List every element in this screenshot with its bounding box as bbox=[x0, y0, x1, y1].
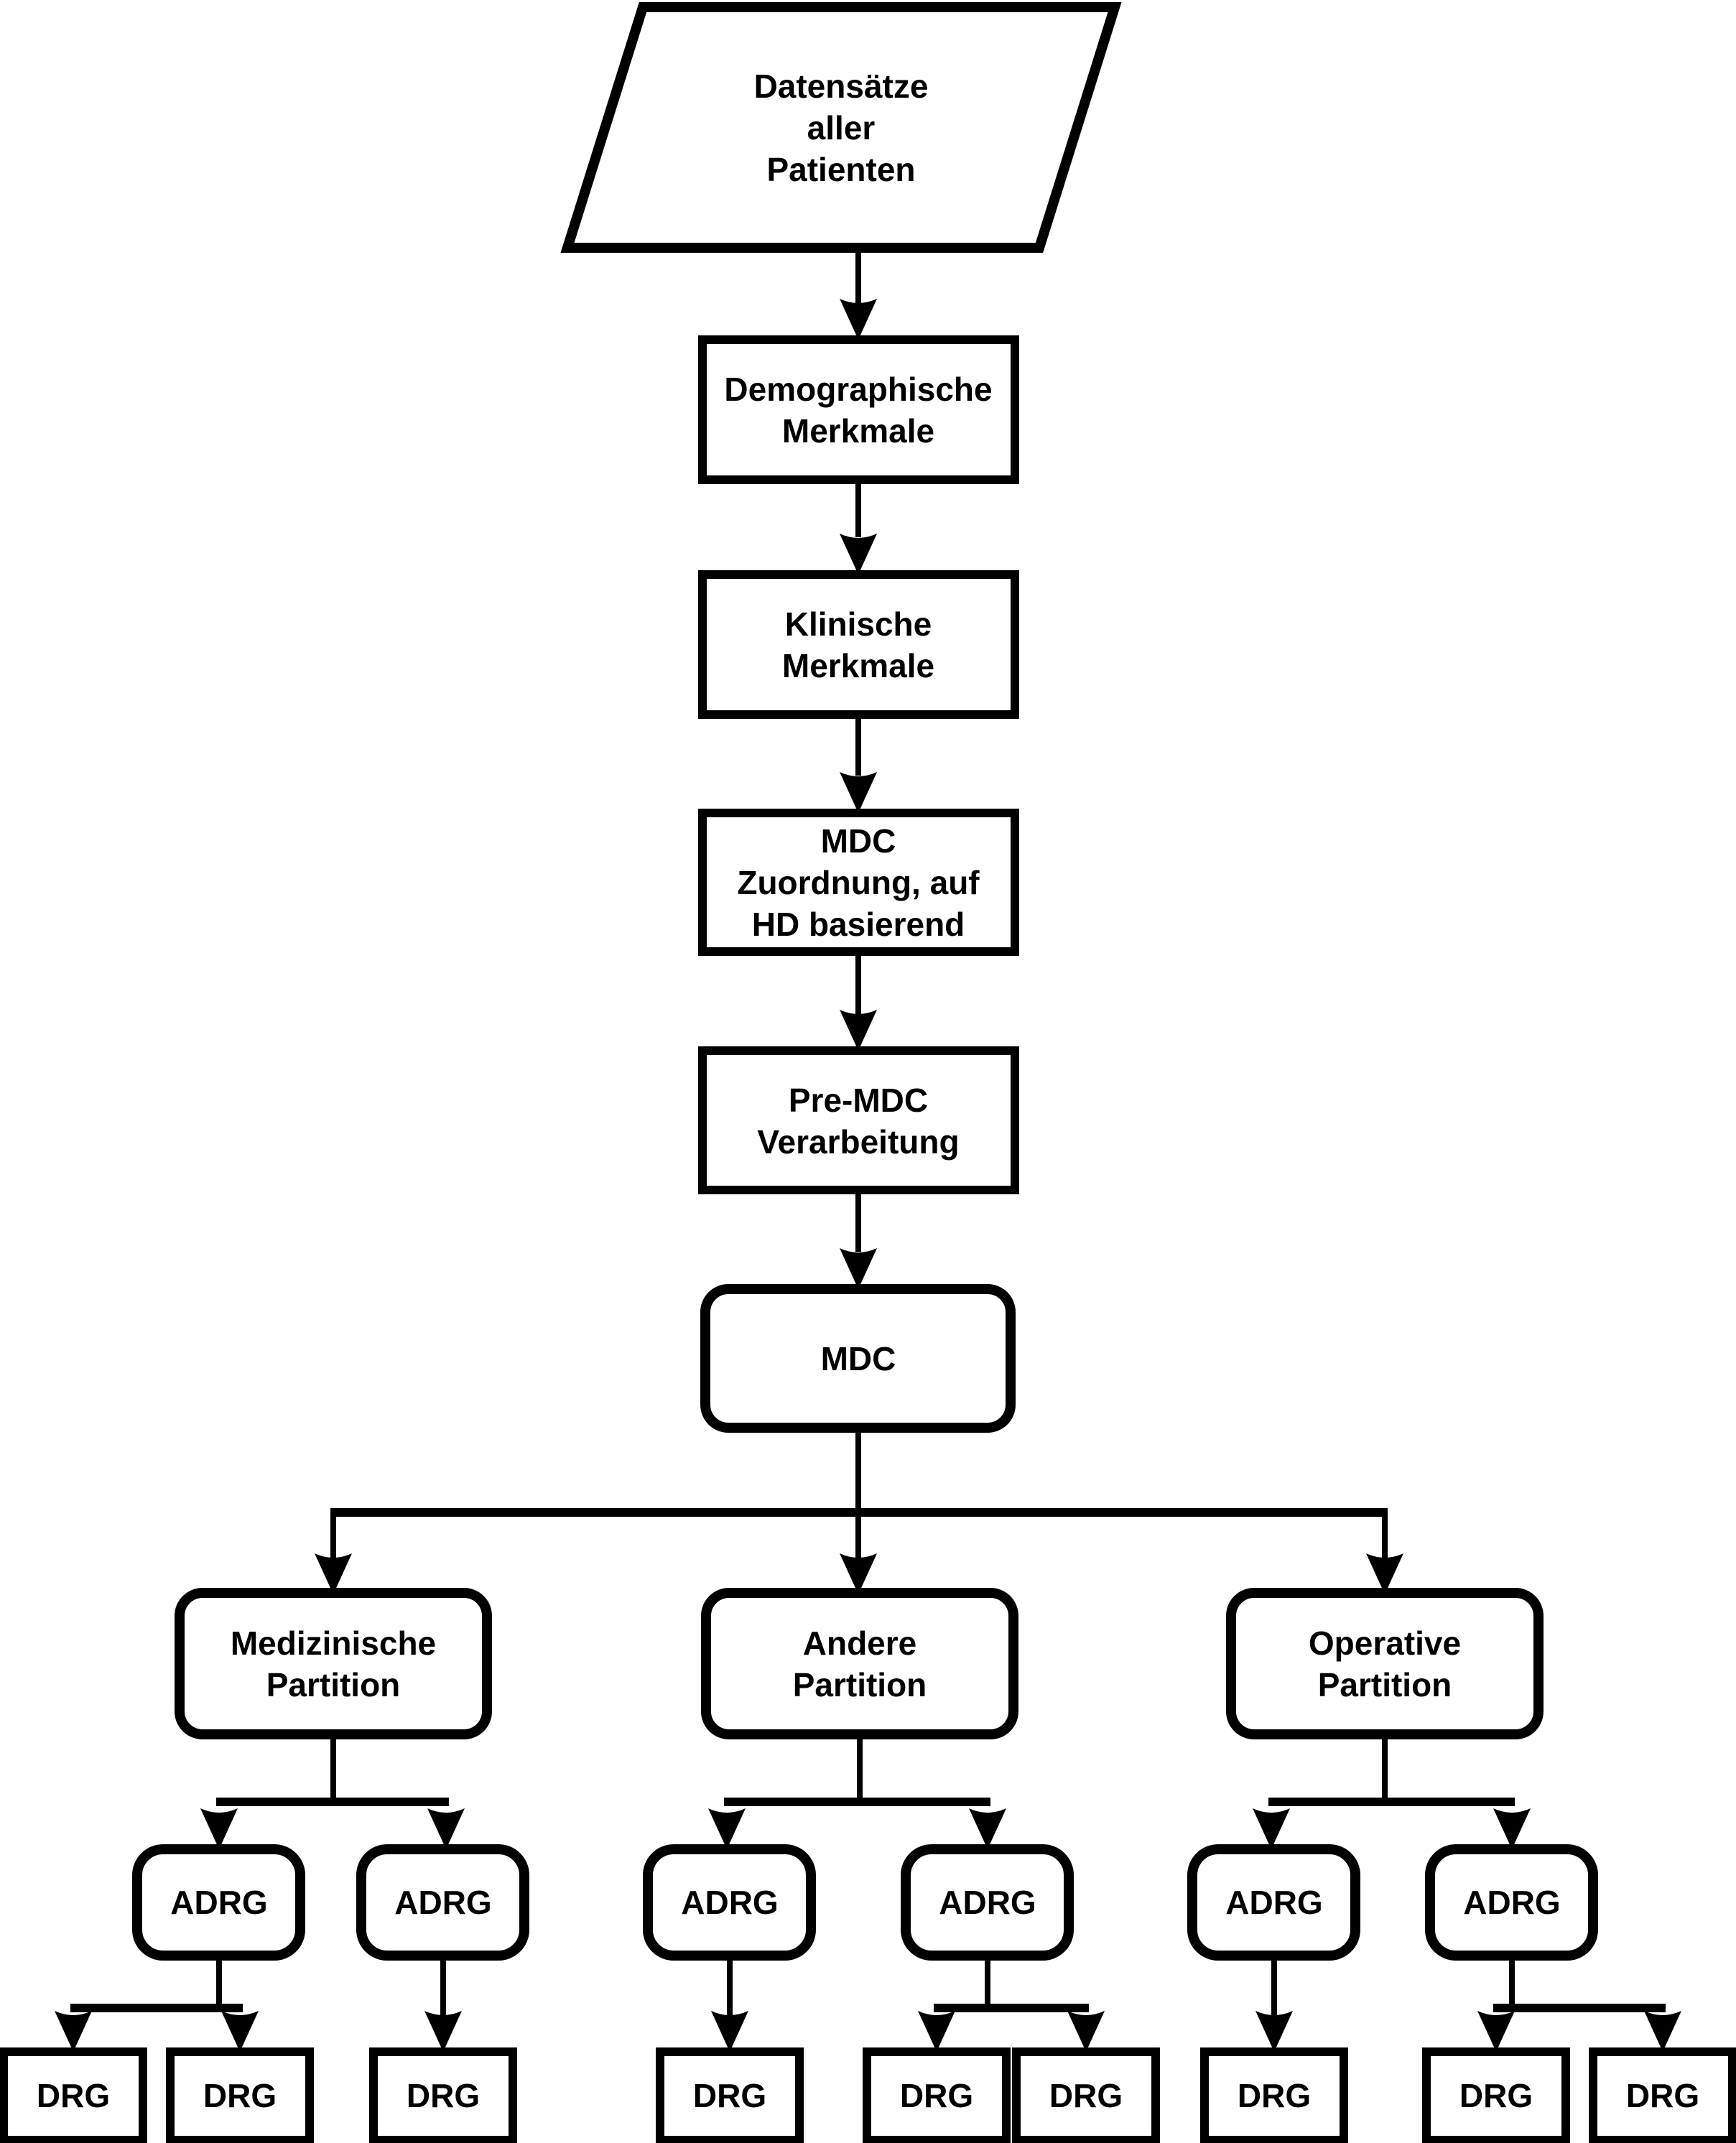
adrg-2-label: ADRG bbox=[394, 1884, 492, 1921]
arrowhead-drg9 bbox=[1644, 2011, 1681, 2052]
partition-andere-label-line1: Andere bbox=[802, 1624, 917, 1662]
node-drg-9 bbox=[1593, 2052, 1732, 2140]
adrg-6-label: ADRG bbox=[1463, 1884, 1561, 1921]
arrowhead-adrg6 bbox=[1493, 1808, 1531, 1849]
node-drg-3 bbox=[373, 2052, 513, 2140]
arrowhead-adrg2 bbox=[427, 1808, 465, 1849]
node-adrg-5 bbox=[1192, 1849, 1355, 1956]
demographische-label-line2: Merkmale bbox=[781, 412, 935, 450]
arrowhead-adrg1 bbox=[200, 1808, 238, 1849]
node-drg-6 bbox=[1016, 2052, 1156, 2140]
klinische-shape bbox=[702, 575, 1015, 715]
demographische-shape bbox=[702, 340, 1015, 480]
arrowhead-premdc bbox=[840, 1010, 877, 1051]
node-datensaetze bbox=[567, 7, 1115, 248]
drg-1-label: DRG bbox=[36, 2077, 111, 2114]
node-pre-mdc bbox=[702, 1051, 1015, 1190]
partition-andere-shape bbox=[706, 1593, 1013, 1734]
mdc-zuordnung-label-line2: Zuordnung, auf bbox=[737, 864, 980, 901]
node-adrg-6 bbox=[1430, 1849, 1593, 1956]
klinische-label-line2: Merkmale bbox=[781, 647, 935, 684]
adrg-5-label: ADRG bbox=[1225, 1884, 1323, 1921]
node-adrg-3 bbox=[648, 1849, 811, 1956]
node-drg-7 bbox=[1204, 2052, 1344, 2140]
drg-5-label: DRG bbox=[899, 2077, 974, 2114]
mdc-zuordnung-label-line3: HD basierend bbox=[751, 906, 965, 943]
drg-3-label: DRG bbox=[406, 2077, 481, 2114]
drg-6-label: DRG bbox=[1049, 2077, 1123, 2114]
adrg-1-label: ADRG bbox=[170, 1884, 268, 1921]
arrowhead-mdc bbox=[840, 1248, 877, 1289]
node-klinische-merkmale bbox=[702, 575, 1015, 715]
adrg-4-label: ADRG bbox=[939, 1884, 1036, 1921]
node-drg-1 bbox=[4, 2052, 143, 2140]
node-adrg-4 bbox=[906, 1849, 1069, 1956]
arrowhead-drg3 bbox=[424, 2011, 462, 2052]
adrg-3-label: ADRG bbox=[681, 1884, 779, 1921]
partition-andere-label-line2: Partition bbox=[792, 1666, 927, 1703]
drg-2-label: DRG bbox=[203, 2077, 277, 2114]
node-drg-4 bbox=[660, 2052, 799, 2140]
node-mdc bbox=[705, 1289, 1011, 1428]
partition-operative-label-line2: Partition bbox=[1317, 1666, 1452, 1703]
node-drg-8 bbox=[1426, 2052, 1566, 2140]
arrowhead-demographische bbox=[840, 299, 877, 340]
partition-medizinische-label-line1: Medizinische bbox=[230, 1624, 437, 1662]
partition-medizinische-label-line2: Partition bbox=[266, 1666, 401, 1703]
arrowhead-drg8 bbox=[1477, 2011, 1515, 2052]
arrowhead-drg2 bbox=[221, 2011, 259, 2052]
pre-mdc-label-line1: Pre-MDC bbox=[788, 1082, 929, 1119]
klinische-label-line1: Klinische bbox=[784, 605, 932, 643]
arrowhead-klinische bbox=[840, 534, 877, 575]
arrowhead-adrg4 bbox=[969, 1808, 1006, 1849]
arrowhead-drg5 bbox=[918, 2011, 955, 2052]
mdc-zuordnung-label-line1: MDC bbox=[820, 822, 896, 860]
pre-mdc-label-line2: Verarbeitung bbox=[757, 1123, 960, 1161]
datensaetze-label-line2: aller bbox=[807, 109, 876, 147]
partition-medizinische-shape bbox=[180, 1593, 487, 1734]
arrowhead-drg7 bbox=[1255, 2011, 1293, 2052]
arrowhead-adrg3 bbox=[708, 1808, 746, 1849]
drg-4-label: DRG bbox=[692, 2077, 767, 2114]
node-partition-andere bbox=[706, 1593, 1013, 1734]
demographische-label-line1: Demographische bbox=[724, 371, 993, 408]
node-partition-operative bbox=[1231, 1593, 1538, 1734]
arrowhead-adrg5 bbox=[1253, 1808, 1290, 1849]
node-drg-5 bbox=[867, 2052, 1006, 2140]
node-drg-2 bbox=[170, 2052, 310, 2140]
arrowhead-drg4 bbox=[711, 2011, 748, 2052]
drg-9-label: DRG bbox=[1625, 2077, 1700, 2114]
datensaetze-label-line3: Patienten bbox=[766, 151, 916, 188]
mdc-label: MDC bbox=[820, 1340, 896, 1377]
arrowhead-drg1 bbox=[55, 2011, 92, 2052]
node-partition-medizinische bbox=[180, 1593, 487, 1734]
arrowhead-mdczuordnung bbox=[840, 772, 877, 813]
partition-operative-shape bbox=[1231, 1593, 1538, 1734]
node-adrg-1 bbox=[137, 1849, 300, 1956]
node-adrg-2 bbox=[361, 1849, 524, 1956]
node-mdc-zuordnung bbox=[702, 813, 1015, 952]
drg-8-label: DRG bbox=[1459, 2077, 1533, 2114]
partition-operative-label-line1: Operative bbox=[1308, 1624, 1462, 1662]
node-demographische-merkmale bbox=[702, 340, 1015, 480]
pre-mdc-shape bbox=[702, 1051, 1015, 1190]
arrowhead-drg6 bbox=[1067, 2011, 1105, 2052]
datensaetze-label-line1: Datensätze bbox=[753, 68, 929, 105]
drg-7-label: DRG bbox=[1237, 2077, 1312, 2114]
